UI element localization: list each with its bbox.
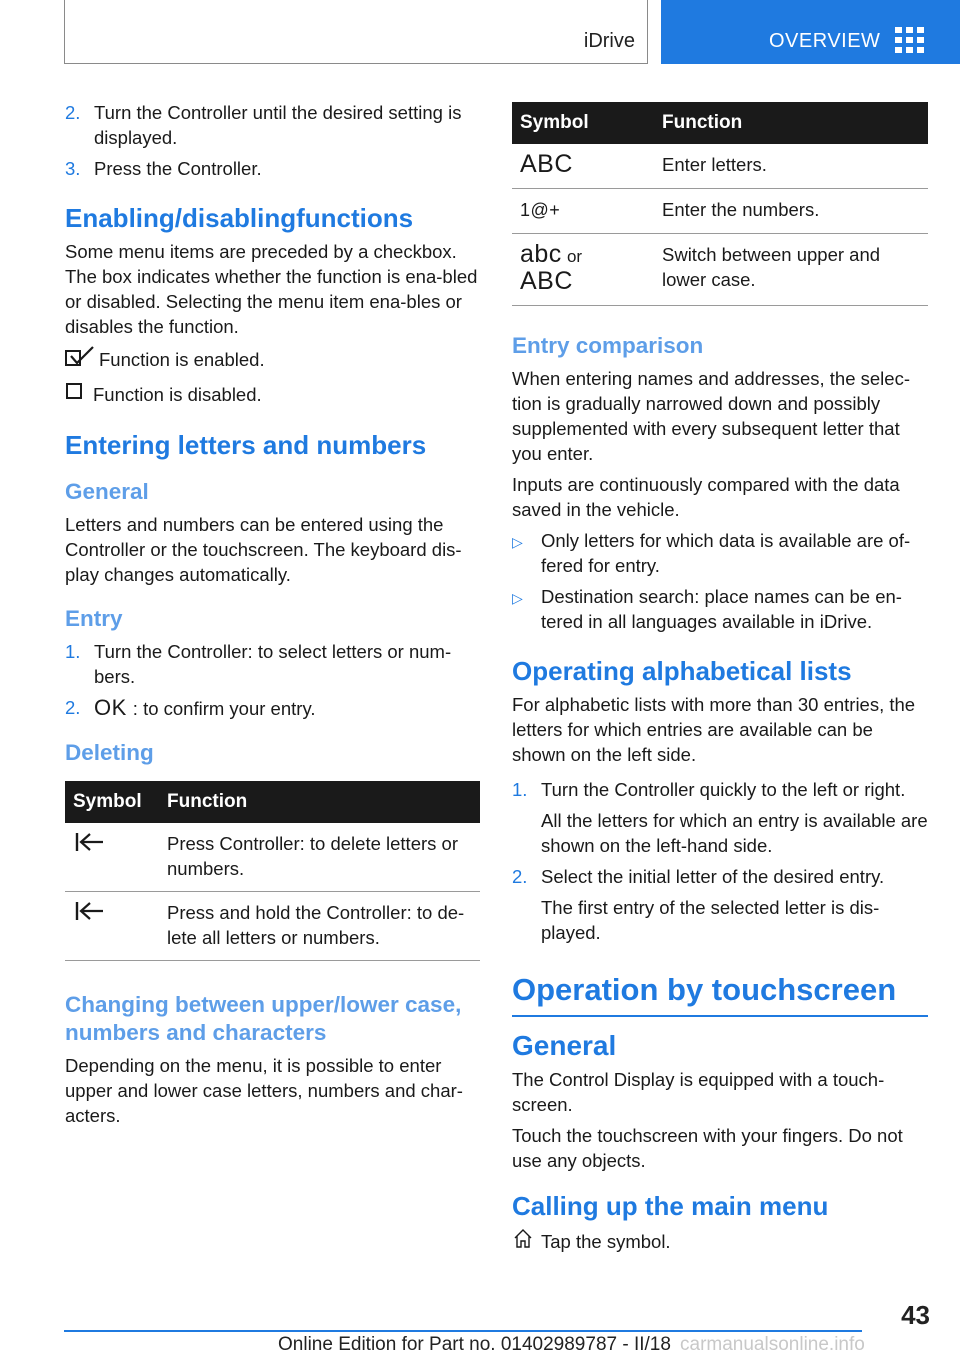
- table-header: Symbol: [512, 102, 654, 144]
- delete-arrow-icon: [73, 836, 107, 857]
- abc-upper-symbol: ABC: [520, 150, 573, 178]
- header-section-box: [64, 0, 648, 64]
- list-item: ▷ Destination search: place names can be en-tered in all languages available in iDrive.: [512, 586, 902, 632]
- table-row: abc or ABC Switch between upper and lower case.: [512, 234, 928, 306]
- table-header: Function: [654, 102, 928, 144]
- paragraph: Depending on the menu, it is possible to enter upper and lower case letters, numbers and char-acters.: [65, 1055, 463, 1126]
- overview-tab-label: OVERVIEW: [769, 30, 881, 52]
- list-item-sub: The first entry of the selected letter is dis-played.: [541, 897, 880, 943]
- numbers-symbol: 1@+: [520, 200, 561, 220]
- heading-alpha: Operating alphabetical lists: [512, 656, 852, 686]
- abc-lower-symbol: abc: [520, 240, 562, 268]
- checkbox-disabled-row: Function is disabled.: [65, 380, 480, 408]
- heading-deleting: Deleting: [65, 740, 154, 765]
- list-item: 2. Turn the Controller until the desired setting is displayed.: [65, 102, 462, 148]
- heading-general: General: [512, 1030, 617, 1061]
- abc-upper-symbol: ABC: [520, 267, 573, 295]
- paragraph: For alphabetic lists with more than 30 entries, the letters for which entries are available can be shown on the left side.: [512, 694, 916, 765]
- list-item: 2. Select the initial letter of the desired entry.: [512, 866, 885, 887]
- right-column: [512, 100, 928, 1262]
- heading-entering: Entering letters and numbers: [65, 430, 427, 460]
- watermark: carmanualsonline.info: [680, 1334, 865, 1355]
- table-header: Function: [159, 781, 480, 823]
- triangle-bullet-icon: ▷: [512, 590, 523, 606]
- checkbox-empty-icon: [65, 380, 93, 408]
- footer-rule: [64, 1330, 862, 1332]
- table-row: Press Controller: to delete letters or numbers.: [65, 823, 480, 892]
- table-row: ABC Enter letters.: [512, 144, 928, 189]
- grid-icon: [895, 27, 925, 53]
- table-header: Symbol: [65, 781, 159, 823]
- heading-changing: Changing between upper/lower case, numbers and characters: [65, 992, 462, 1045]
- heading-entry: Entry: [65, 606, 123, 631]
- table-row: Press and hold the Controller: to de-lete all letters or numbers.: [65, 892, 480, 961]
- delete-arrow-icon: [73, 905, 107, 926]
- checkbox-enabled-row: Function is enabled.: [65, 345, 480, 373]
- list-item: 2. OK : to confirm your entry.: [65, 695, 316, 720]
- list-item: ▷ Only letters for which data is available are of-fered for entry.: [512, 530, 911, 576]
- paragraph: When entering names and addresses, the selec-tion is gradually narrowed down and possibly supplemented with every subsequent letter that you enter.: [512, 368, 910, 464]
- list-item: 3. Press the Controller.: [65, 158, 262, 179]
- paragraph: Touch the touchscreen with your fingers. Do not use any objects.: [512, 1125, 903, 1171]
- paragraph: The Control Display is equipped with a touch-screen.: [512, 1069, 885, 1115]
- tap-symbol-row: Tap the symbol.: [512, 1227, 928, 1255]
- heading-main-menu: Calling up the main menu: [512, 1191, 829, 1221]
- symbol-table: [512, 102, 928, 306]
- heading-comparison: Entry comparison: [512, 333, 704, 358]
- checkbox-checked-icon: [65, 345, 99, 373]
- table-row: 1@+ Enter the numbers.: [512, 189, 928, 234]
- heading-enabling: Enabling/disablingfunctions: [65, 203, 414, 233]
- home-icon: [512, 1227, 541, 1255]
- paragraph: Inputs are continuously compared with the data saved in the vehicle.: [512, 474, 900, 520]
- page-number: 43: [901, 1300, 930, 1330]
- edition-text: Online Edition for Part no. 01402989787 - II/18: [278, 1334, 671, 1355]
- ok-symbol: OK: [94, 695, 127, 720]
- paragraph: Letters and numbers can be entered using the Controller or the touchscreen. The keyboard dis-play changes automatically.: [65, 514, 462, 585]
- list-item: 1. Turn the Controller quickly to the left or right.: [512, 779, 906, 800]
- header-section-title: iDrive: [583, 30, 635, 52]
- heading-general: General: [65, 479, 149, 504]
- heading-touchscreen: Operation by touchscreen: [512, 971, 928, 1017]
- deleting-table: [65, 781, 480, 961]
- left-column: [65, 100, 480, 1134]
- list-item: 1. Turn the Controller: to select letters or num-bers.: [65, 641, 452, 687]
- list-item-sub: All the letters for which an entry is available are shown on the left-hand side.: [541, 810, 928, 856]
- paragraph: Some menu items are preceded by a checkbox. The box indicates whether the function is ena-bled or disabled. Selecting the menu item ena-bles or disables the function.: [65, 241, 478, 337]
- overview-tab[interactable]: [661, 0, 960, 64]
- triangle-bullet-icon: ▷: [512, 534, 523, 550]
